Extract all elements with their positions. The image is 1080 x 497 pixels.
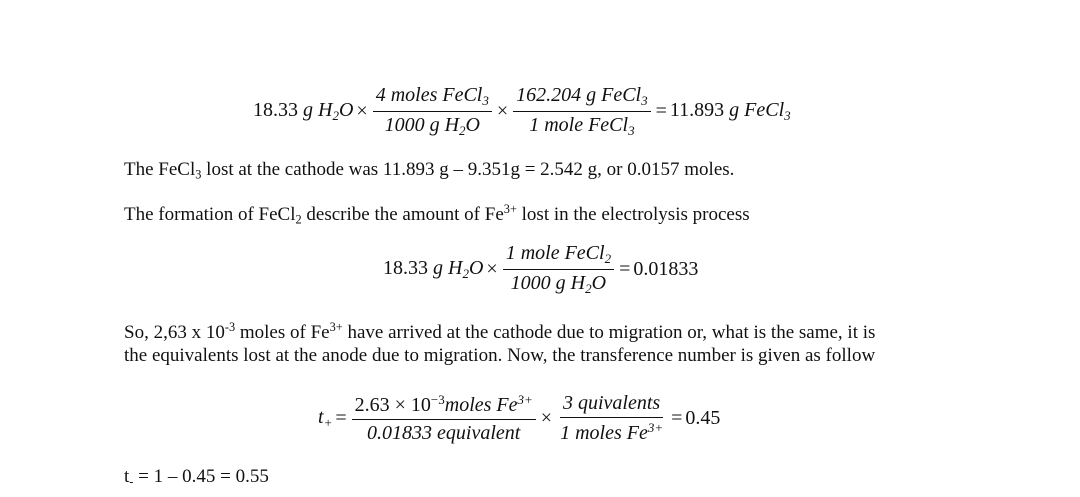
eq3-result: 0.45	[685, 407, 721, 430]
eq1-result: 11.893 g FeCl$_3$	[669, 98, 791, 123]
eq2-lhs: 18.33 g $H_2O$	[383, 256, 484, 281]
eq1-lhs: 18.33 g $H_2O$	[253, 98, 354, 123]
equals-sign: =	[619, 257, 631, 280]
eq2-fraction: $\frac{1 mole FeCl_2}{1000 g H_2O}$	[503, 242, 614, 297]
paragraph-fecl2-formation: The formation of FeCl$_2$ describe the amount of $Fe^{3+}$ lost in the electrolysis process	[124, 202, 750, 227]
paragraph-fecl3-lost: The FeCl$_3$ lost at the cathode was 11.893 g – 9.351g = 2.542 g, or 0.0157 moles.	[124, 159, 735, 182]
paragraph-migration-line1: So, 2,63 x $10^{-3}$ moles of $Fe^{3+}$ have arrived at the cathode due to migration or, what is the same, it is	[124, 320, 876, 343]
equals-sign: =	[655, 99, 667, 122]
equals-sign: =	[671, 407, 683, 430]
times-sign: ×	[540, 407, 553, 430]
eq3-lhs: $t_+$	[318, 406, 333, 431]
equation-moles-fecl2	[383, 242, 698, 297]
times-sign: ×	[356, 99, 368, 122]
transference-number-anion: $t_- = 1 - 0.45 = 0.55$	[124, 466, 269, 489]
equals-sign: =	[335, 407, 347, 430]
eq1-fraction-molar-mass: $\frac{162.204 g FeCl_3}{1 mole FeCl_3}$	[513, 84, 651, 139]
eq3-fraction-moles: $\frac{2.63 \times 10^{-3}moles Fe^{3+}}{\text{0.01833 equivalent}}$	[352, 392, 536, 445]
equation-transference-number	[318, 392, 720, 445]
times-sign: ×	[486, 257, 498, 280]
eq1-fraction-concentration: $\frac{4 moles FeCl_3}{1000 g H_2O}$	[373, 84, 492, 139]
eq2-result: 0.01833	[633, 257, 699, 280]
paragraph-migration-line2: the equivalents lost at the anode due to migration. Now, the transference number is given as follow	[124, 345, 876, 366]
times-sign: ×	[496, 99, 509, 122]
eq3-fraction-equivalents: $\frac{\text{3 quivalents}}{1 moles Fe^{3+}}$	[560, 392, 664, 445]
equation-mass-fecl3	[253, 84, 791, 139]
